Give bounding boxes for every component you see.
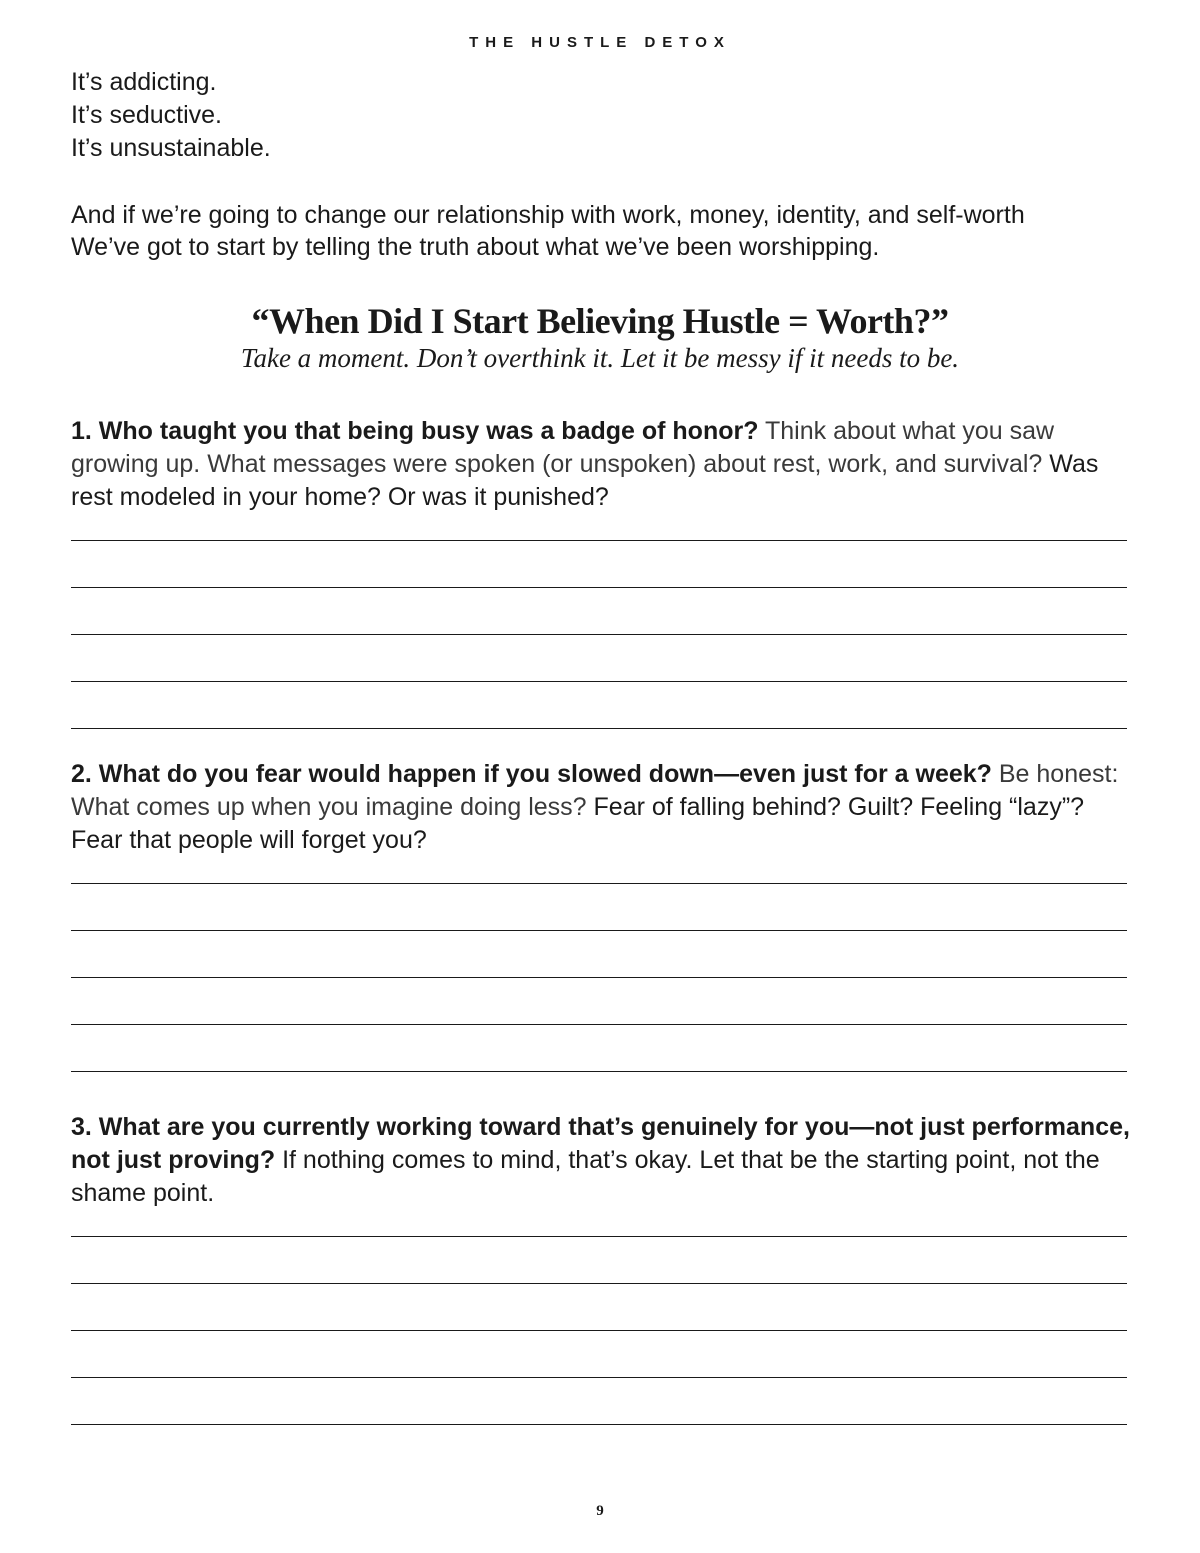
page-number: 9 (596, 1503, 604, 1519)
question-3-followup: If nothing comes to mind, that’s okay. Let that be the starting point, not the shame point. (71, 1146, 1100, 1207)
section-title: “When Did I Start Believing Hustle = Worth?” (251, 301, 949, 341)
question-2-followup: Fear of falling behind? Guilt? Feeling “lazy”? Fear that people will forget you? (71, 793, 1085, 854)
intro-line-3: It’s unsustainable. (71, 134, 271, 162)
answer-line[interactable] (71, 728, 1127, 729)
question-2-prompt: Be honest: What comes up when you imagine doing less? (71, 760, 1119, 821)
intro-line-1: It’s addicting. (71, 68, 217, 96)
question-3-heading: 3. What are you currently working toward that’s genuinely for you—not just performance, not just proving? (71, 1113, 1130, 1174)
question-1 (71, 415, 1131, 514)
answer-line[interactable] (71, 1071, 1127, 1072)
answer-line[interactable] (71, 681, 1127, 682)
answer-line[interactable] (71, 1024, 1127, 1025)
intro-line-2: It’s seductive. (71, 101, 223, 129)
intro-paragraph-line-1: And if we’re going to change our relationship with work, money, identity, and self-worth (71, 201, 1025, 229)
answer-line[interactable] (71, 977, 1127, 978)
section-subtitle: Take a moment. Don’t overthink it. Let it be messy if it needs to be. (240, 343, 960, 373)
answer-line[interactable] (71, 930, 1127, 931)
answer-line[interactable] (71, 587, 1127, 588)
intro-paragraph-line-2: We’ve got to start by telling the truth about what we’ve been worshipping. (71, 233, 880, 261)
intro-paragraph (71, 199, 1141, 263)
answer-line[interactable] (71, 883, 1127, 884)
running-header: THE HUSTLE DETOX (469, 34, 731, 51)
answer-line[interactable] (71, 1377, 1127, 1378)
question-1-heading: 1. Who taught you that being busy was a badge of honor? (71, 417, 759, 445)
question-2 (71, 758, 1131, 857)
answer-line[interactable] (71, 1283, 1127, 1284)
answer-line[interactable] (71, 540, 1127, 541)
question-1-prompt: Think about what you saw growing up. What messages were spoken (or unspoken) about rest, work, and survival? (71, 417, 1055, 478)
question-1-followup: Was rest modeled in your home? Or was it punished? (71, 450, 1099, 511)
question-3 (71, 1111, 1131, 1210)
answer-line[interactable] (71, 634, 1127, 635)
answer-line[interactable] (71, 1424, 1127, 1425)
answer-line[interactable] (71, 1236, 1127, 1237)
intro-lines (71, 66, 271, 165)
answer-line[interactable] (71, 1330, 1127, 1331)
question-2-heading: 2. What do you fear would happen if you slowed down—even just for a week? (71, 760, 992, 788)
